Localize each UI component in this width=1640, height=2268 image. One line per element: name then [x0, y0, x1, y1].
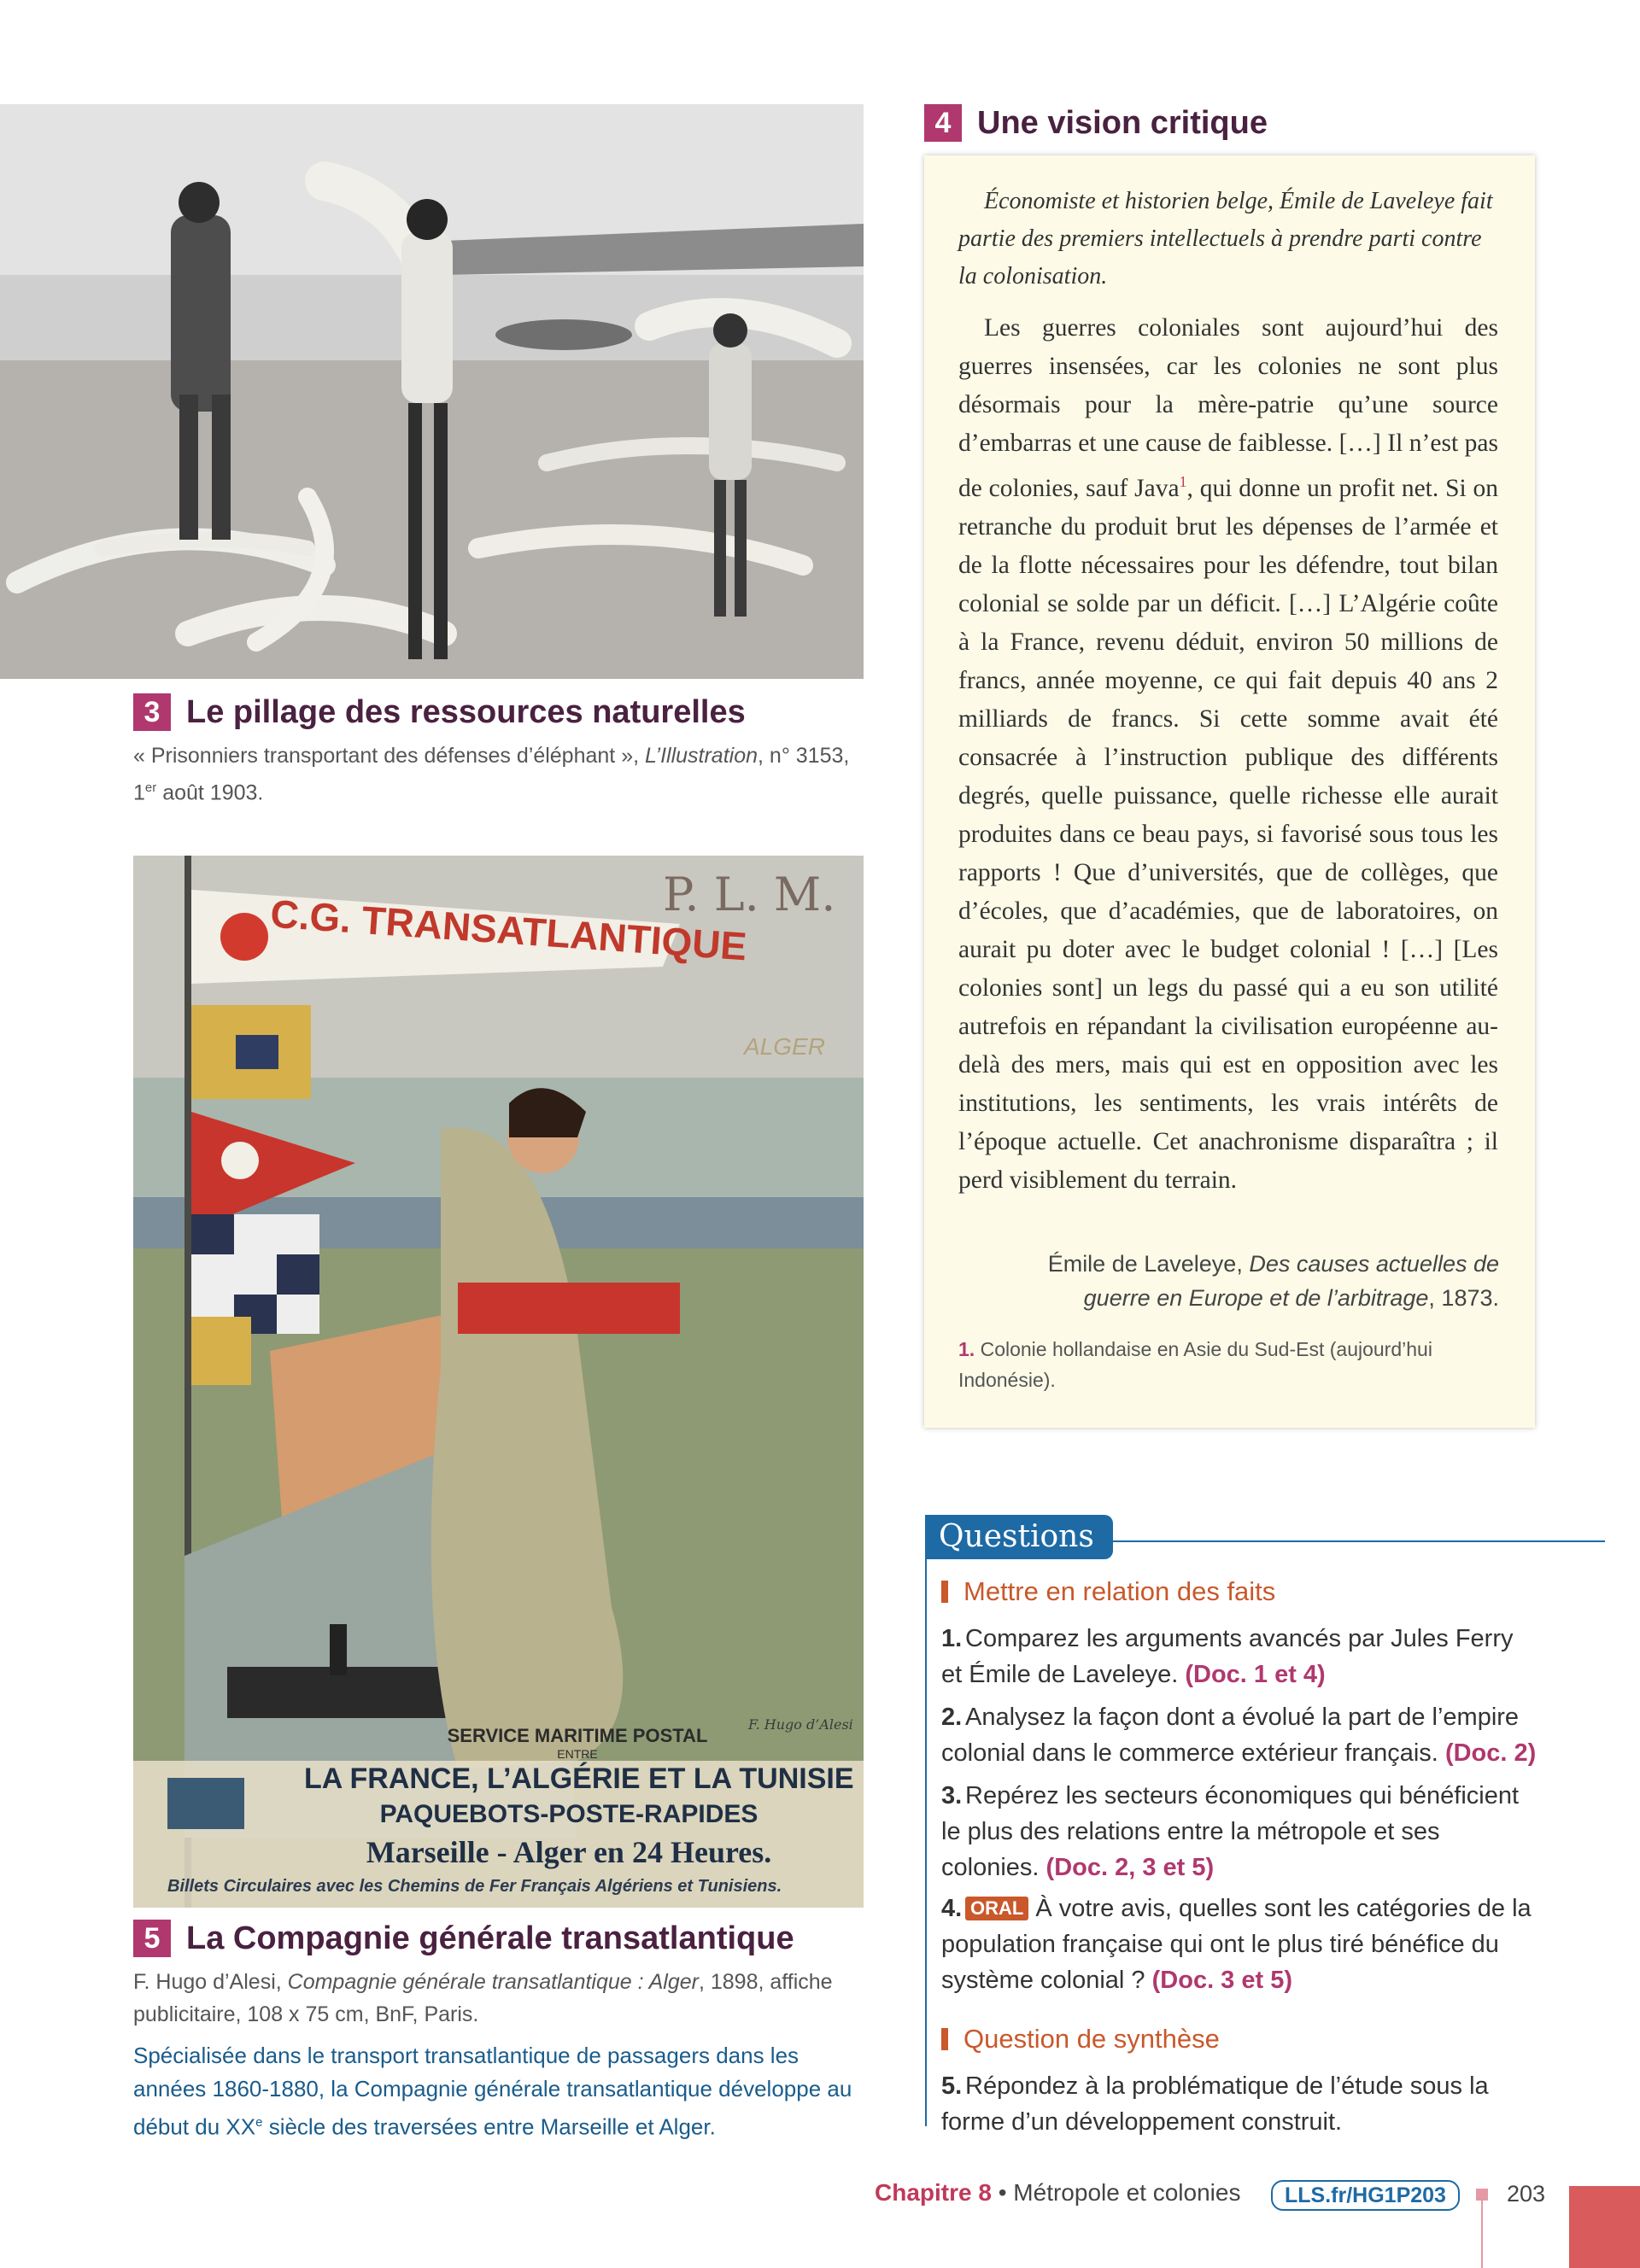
footnote-text: Colonie hollandaise en Asie du Sud-Est (aujourd’hui Indonésie).: [958, 1338, 1432, 1391]
footer-chapter-title: • Métropole et colonies: [991, 2179, 1241, 2206]
question-4-text: À votre avis, quelles sont les catégories de la population française qui ont le plus tiré bénéfice du système colonial ?: [941, 1895, 1532, 1994]
footnote-ref[interactable]: 1: [1179, 473, 1187, 490]
poster-signature: F. Hugo d’Alesi: [748, 1716, 853, 1733]
question-2-text: Analysez la façon dont a évolué la part de l’empire colonial dans le commerce extérieur français.: [941, 1704, 1520, 1767]
doc3-caption-issue: , n° 3153, 1: [133, 744, 850, 805]
question-4-ref[interactable]: (Doc. 3 et 5): [1151, 1967, 1292, 1994]
question-4: [941, 1891, 1539, 1998]
questions-label: Questions: [925, 1515, 1113, 1559]
poster-line4: PAQUEBOTS-POSTE-RAPIDES: [379, 1800, 758, 1828]
question-5-number: 5.: [941, 2072, 963, 2100]
footer-lls-link[interactable]: LLS.fr/HG1P203: [1271, 2180, 1460, 2211]
footnote-number: 1.: [958, 1338, 975, 1360]
doc4-source-work: Des causes actuelles de guerre en Europe et de l’arbitrage: [1083, 1251, 1499, 1311]
footer-marker-line: [1481, 2201, 1483, 2268]
poster-flag-text: C.G. TRANSATLANTIQUE: [268, 891, 748, 969]
question-1-number: 1.: [941, 1625, 963, 1652]
section-heading-1: [941, 1576, 1275, 1607]
doc5-note-text: Spécialisée dans le transport transatlantique de passagers dans les années 1860-1880, la Compagnie générale transatlantique développe au début du XX: [133, 2043, 852, 2140]
doc5-poster: [133, 856, 864, 1908]
doc4-source-year: , 1873.: [1428, 1285, 1499, 1311]
questions-rule: [1113, 1540, 1605, 1542]
doc3-caption-quote: « Prisonniers transportant des défenses d’éléphant »,: [133, 744, 645, 768]
footer-chapter: [875, 2179, 1240, 2207]
poster-line6: Billets Circulaires avec les Chemins de Fer Français Algériens et Tunisiens.: [167, 1877, 782, 1896]
doc4-title: Une vision critique: [977, 104, 1268, 141]
doc5-context-note: [133, 2039, 868, 2144]
section-heading-1-text: Mettre en relation des faits: [964, 1576, 1276, 1606]
question-2-ref[interactable]: (Doc. 2): [1444, 1739, 1537, 1767]
doc3-caption-date: août 1903.: [156, 780, 264, 805]
doc3-photograph: [0, 104, 864, 679]
section-marker: [941, 2028, 948, 2050]
doc3-caption: [133, 739, 868, 809]
poster-city: ALGER: [744, 1033, 825, 1060]
doc4-intro: Économiste et historien belge, Émile de Laveleye fait partie des premiers intellectuels à prendre parti contre la colonisation.: [958, 188, 1493, 289]
doc4-text-box: [924, 155, 1535, 1428]
question-1-text: Comparez les arguments avancés par Jules Ferry et Émile de Laveleye.: [941, 1625, 1514, 1688]
oral-badge: ORAL: [965, 1897, 1028, 1920]
poster-line3: LA FRANCE, L’ALGÉRIE ET LA TUNISIE: [304, 1762, 854, 1795]
section-marker: [941, 1581, 948, 1603]
question-1: [941, 1621, 1539, 1692]
question-5: [941, 2068, 1539, 2140]
question-4-number: 4.: [941, 1895, 963, 1922]
doc5-note-end: siècle des traversées entre Marseille et Alger.: [262, 2113, 716, 2140]
doc3-caption-sup: er: [144, 780, 157, 795]
doc4-source: [987, 1247, 1499, 1315]
doc5-caption-author: F. Hugo d’Alesi,: [133, 1970, 288, 1994]
poster-line1: SERVICE MARITIME POSTAL: [447, 1725, 708, 1746]
poster-line5: Marseille - Alger en 24 Heures.: [366, 1835, 772, 1869]
doc4-header: [924, 104, 1268, 142]
doc5-number: 5: [133, 1920, 171, 1957]
doc5-header: [133, 1920, 794, 1957]
doc4-body: [958, 309, 1498, 1200]
doc5-caption: [133, 1966, 868, 2031]
questions-vertical-rule: [925, 1559, 927, 2126]
question-3-ref[interactable]: (Doc. 2, 3 et 5): [1046, 1854, 1215, 1881]
doc4-body-part2: , qui donne un profit net. Si on retranche du produit brut les dépenses de l’armée et de la flotte nécessaires pour les défendre, tout bilan colonial se solde par un déficit. […] L’Algérie coûte à la France, revenu déduit, environ 50 millions de francs, année moyenne, ce qui fait depuis 40 ans 2 milliards de francs. Si cette somme avait été consacrée à l’instruction publique des différents degrés, quelle puissance, quelle richesse elle aurait produites dans ce beau pays, si favorisé sous tous les rapports ! Que d’universités, que de collèges, que d’écoles, que d’académies, que de laboratoires, on aurait pu doter avec le budget colonial ! […] [Les colonies sont] un legs du passé qui a eu son utilité autrefois en répandant la civilisation européenne au-delà des mers, mais qui est en opposition avec les institutions, les sentiments, les vrais intérêts de l’époque actuelle. Cet anachronisme disparaîtra ; il perd visiblement du terrain.: [958, 474, 1498, 1194]
footer-chapter-number: Chapitre 8: [875, 2179, 992, 2206]
doc4-body-part1: Les guerres coloniales sont aujourd’hui des guerres insensées, car les colonies ne sont plus désormais pour la mère-patrie qu’une source d’embarras et une cause de faiblesse. […] Il n’est pas de colonies, sauf Java: [958, 314, 1498, 502]
page-corner-tab: [1569, 2186, 1640, 2268]
question-2-number: 2.: [941, 1704, 963, 1731]
question-5-text: Répondez à la problématique de l’étude sous la forme d’un développement construit.: [941, 2072, 1489, 2136]
doc4-source-author: Émile de Laveleye,: [1047, 1251, 1250, 1277]
doc3-number: 3: [133, 693, 171, 731]
doc4-number: 4: [924, 104, 962, 142]
question-1-ref[interactable]: (Doc. 1 et 4): [1185, 1661, 1326, 1688]
doc5-caption-work: Compagnie générale transatlantique : Alger: [287, 1970, 699, 1994]
ivory-prisoners-photo: [0, 104, 864, 679]
footer-marker: [1476, 2189, 1488, 2201]
question-3-number: 3.: [941, 1782, 963, 1809]
doc4-footnote: [958, 1334, 1505, 1395]
doc5-caption-rest: , 1898, affiche publicitaire, 108 x 75 cm, BnF, Paris.: [133, 1970, 833, 2026]
page-number: 203: [1507, 2181, 1546, 2207]
question-2: [941, 1699, 1539, 1771]
doc3-title: Le pillage des ressources naturelles: [186, 693, 746, 730]
poster-plm: P. L. M.: [663, 868, 836, 921]
doc3-header: [133, 693, 746, 731]
doc3-caption-source: L’Illustration: [645, 744, 758, 768]
question-3: [941, 1778, 1539, 1885]
doc5-title: La Compagnie générale transatlantique: [186, 1920, 794, 1956]
question-3-text: Repérez les secteurs économiques qui bénéficient le plus des relations entre la métropole et ses colonies.: [941, 1782, 1520, 1881]
poster-line2: ENTRE: [557, 1747, 598, 1761]
doc5-note-sup: e: [255, 2115, 263, 2130]
section-heading-2: [941, 2024, 1220, 2055]
section-heading-2-text: Question de synthèse: [964, 2024, 1220, 2054]
